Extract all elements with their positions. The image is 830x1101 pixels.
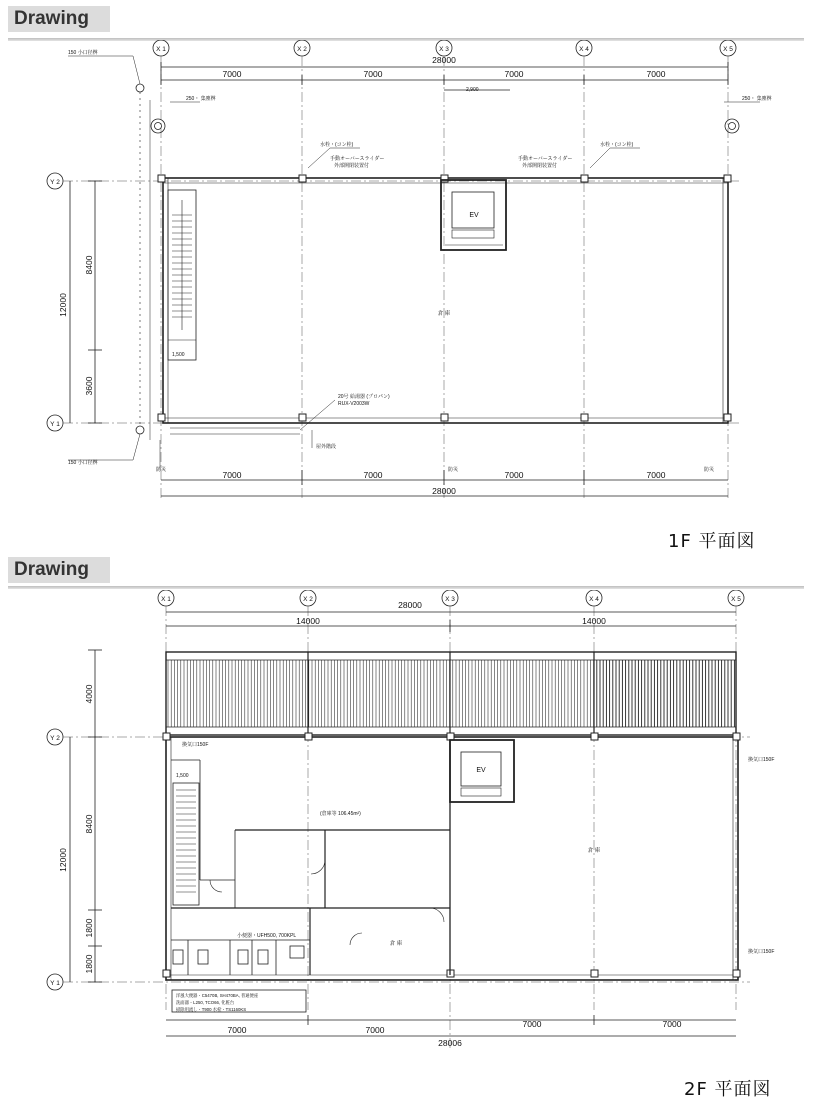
dim-span-bottom-1: 7000: [222, 470, 242, 480]
mark-bottom-1: 防災: [156, 467, 167, 473]
dim-span-1: 7000: [222, 69, 242, 79]
drawing-tab-top: Drawing: [8, 6, 110, 32]
dim-vert-3600: 3600: [84, 376, 94, 396]
office-note: (倉庫等 106.45m²): [320, 811, 361, 817]
legend-line-1: 洋風大便器・C5470B, SH470BA, 普通便座: [176, 993, 259, 998]
water-heater-note: 20号 給湯器 (プロパン): [338, 394, 390, 400]
grid-label-x4-2f: X 4: [589, 596, 599, 603]
ev-label-1f: EV: [469, 212, 479, 219]
grid-label-x5: X 5: [723, 46, 733, 53]
dim-span-bottom-2: 7000: [363, 470, 383, 480]
mark-bottom-3: 防災: [704, 467, 715, 473]
floor-plan-1f: [0, 40, 830, 540]
vent-note-top: 換気口150F: [182, 742, 209, 748]
vent-note-right-top: 換気口150F: [748, 757, 775, 763]
toilet-1: [173, 950, 183, 964]
dim-vert-12000: 12000: [58, 293, 68, 317]
water-heater-model: RUX-V2003W: [338, 401, 370, 407]
dim-total-bottom-2f: 28006: [438, 1038, 462, 1048]
slider-note-right: 手動オーバースライダー: [518, 156, 573, 162]
vent-note-right-bottom: 換気口150F: [748, 949, 775, 955]
dim-span-2f-3: 7000: [522, 1019, 542, 1029]
toilet-4: [258, 950, 268, 964]
grid-label-y2-2f: Y 2: [50, 735, 60, 742]
sink: [290, 946, 304, 958]
legend-line-2: 洗面器・L250, TCO66, 化粧台: [176, 1000, 235, 1005]
dim-vert-8400: 8400: [84, 255, 94, 275]
dim-span-2f-1: 7000: [227, 1025, 247, 1035]
tab-divider-bottom: [8, 586, 804, 589]
legend-line-3: 掃除用流し・T900 水栓・TS1160KS: [176, 1007, 247, 1012]
dim-total-bottom: 28000: [432, 486, 456, 496]
grid-label-x3-2f: X 3: [445, 596, 455, 603]
pole-note-top: 150 小口径桝: [68, 50, 98, 56]
dim-vert-4000: 4000: [84, 684, 94, 704]
dim-span-2f-2: 7000: [365, 1025, 385, 1035]
plan-title-2f: 2F 平面図: [684, 1079, 772, 1100]
grid-label-x5-2f: X 5: [731, 596, 741, 603]
dim-span-2f-4: 7000: [662, 1019, 682, 1029]
slider-note-left: 手動オーバースライダー: [330, 156, 385, 162]
ev-dim-note: 2,900: [466, 87, 479, 93]
dim-half-right-2f: 14000: [582, 616, 606, 626]
drawing-tab-bottom: Drawing: [8, 557, 110, 583]
room-label-1f: 倉 庫: [437, 311, 451, 317]
toilet-note: 小便器・UFH500, 700KPL: [237, 933, 297, 939]
room-label-2f-small: 倉 庫: [389, 941, 403, 947]
grid-label-x1: X 1: [156, 46, 166, 53]
dim-span-bottom-3: 7000: [504, 470, 524, 480]
dim-span-4: 7000: [646, 69, 666, 79]
outdoor-stair-note: 屋外階段: [316, 444, 337, 450]
stair-dim-1f: 1,500: [172, 352, 185, 358]
pole-note-bottom: 150 小口径桝: [68, 460, 98, 466]
dim-span-bottom-4: 7000: [646, 470, 666, 480]
dim-total-top: 28000: [432, 55, 456, 65]
grid-label-y1: Y 1: [50, 421, 60, 428]
collector-note-right: 250・ 集塵桝: [742, 96, 772, 102]
toilet-2: [198, 950, 208, 964]
stair-dim-2f: 1,500: [176, 773, 189, 779]
ev-label-2f: EV: [476, 767, 486, 774]
balcony-louvre-2f: [166, 652, 736, 735]
dim-half-left-2f: 14000: [296, 616, 320, 626]
building-outline-1f: [163, 178, 728, 423]
collector-note-left: 250・ 集塵桝: [186, 96, 216, 102]
dim-vert-12000-2f: 12000: [58, 848, 68, 872]
mark-bottom-2: 防災: [448, 467, 459, 473]
room-label-2f: 倉 庫: [587, 848, 601, 854]
dim-vert-8400-2f: 8400: [84, 814, 94, 834]
grid-label-y1-2f: Y 1: [50, 980, 60, 987]
floor-plan-2f: [0, 590, 830, 1070]
grid-label-y2: Y 2: [50, 179, 60, 186]
dim-total-top-2f: 28000: [398, 600, 422, 610]
dim-span-2: 7000: [363, 69, 383, 79]
plan-title-1f: 1F 平面図: [668, 531, 756, 552]
toilet-3: [238, 950, 248, 964]
dim-vert-1800-a: 1800: [84, 918, 94, 938]
grid-label-x4: X 4: [579, 46, 589, 53]
dim-vert-1800-b: 1800: [84, 954, 94, 974]
slider-note-left-sub: 外部開閉装置付: [334, 163, 370, 169]
dim-span-3: 7000: [504, 69, 524, 79]
grid-label-x2: X 2: [297, 46, 307, 53]
downpipe-note-left: 水栓・(コン栓): [320, 142, 354, 148]
grid-label-x1-2f: X 1: [161, 596, 171, 603]
slider-note-right-sub: 外部開閉装置付: [522, 163, 558, 169]
grid-label-x2-2f: X 2: [303, 596, 313, 603]
downpipe-note-right: 水栓・(コン栓): [600, 142, 634, 148]
grid-label-x3: X 3: [439, 46, 449, 53]
